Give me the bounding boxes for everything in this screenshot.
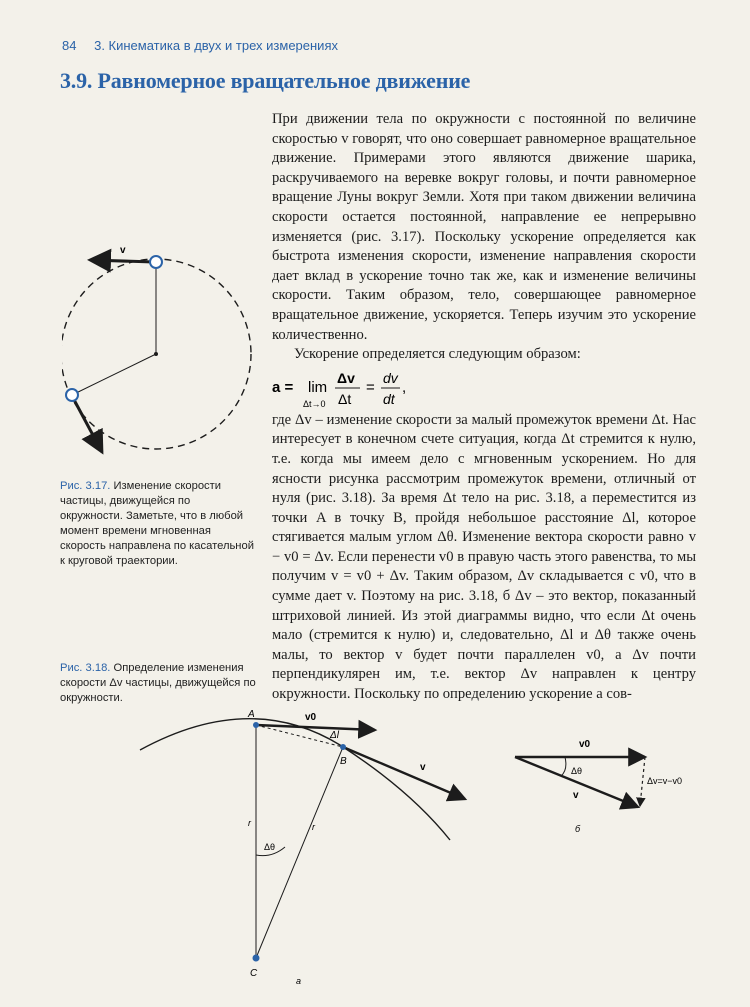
formula-lim-sub: Δt→0 (303, 398, 326, 409)
label-dl: Δl (330, 730, 339, 741)
figure-3-17 (62, 240, 262, 460)
caption-3-17-label: Рис. 3.17. (60, 480, 111, 492)
paragraph-3: где Δv – изменение скорости за малый промежуток времени Δt. Нас интересует в конечном счете ситуация, когда Δt стремится к нулю, т.е. когда мы имеем дело с мгновенным ускорением. Но для ясности рисунка рассмотрим промежуток времени, отличный от нуля (рис. 3.18). За время Δt тело на рис. 3.18, а переместится из точки A в точку B, пройдя небольшое расстояние Δl, которое стягивается малым углом Δθ. Изменение вектора скорости равно v − v0 = Δv. Если перенести v0 в правую часть этого равенства, то мы получим v = v0 + Δv. Таким образом, Δv складывается с v0, что в сумме дает v. Поэтому на рис. 3.18, б Δv – это вектор, показанный штриховой линией. Из этой диаграммы видно, что если Δt очень мало (стремится к нулю) и, следовательно, Δl и Δθ также очень малы, то вектор v будет почти параллелен v0, а Δv почти перпендикулярен им, т.е. вектор Δv направлен к центру окружности. Поскольку по определению ускорение a сов- (272, 411, 696, 703)
point-a (253, 722, 259, 728)
label-v0: v0 (305, 712, 317, 723)
running-header (62, 38, 338, 53)
velocity-arrow-bottom (72, 396, 102, 452)
label-b: B (340, 756, 347, 767)
formula-tail: , (402, 378, 407, 396)
chapter-title: 3. Кинематика в двух и трех измерениях (94, 38, 338, 53)
paragraph-1: При движении тела по окружности с постоянной по величине скоростью v говорят, что оно совершает равномерное вращательное движение. Примерами этого являются движение шарика, раскручиваемого на веревке вокруг головы, и почти равномерное вращение Луны вокруг Земли. Хотя при таком движении величина скорости остается постоянной, направление ее непрерывно изменяется (рис. 3.17). Поскольку ускорение определяется как быстрота изменения скорости, изменение направления скорости дает вклад в ускорение точно так же, как и изменение величины скорости. Таким образом, тело, совершающее равномерное вращательное движение, ускоряется. Теперь изучим это ускорение количественно. (272, 111, 696, 343)
formula-num1: Δv (337, 369, 355, 386)
formula-den1: Δt (338, 390, 352, 407)
formula-num2: dv (383, 369, 398, 386)
vector-dv (640, 757, 645, 806)
vector-v (343, 747, 465, 799)
radius-bc (256, 747, 343, 958)
label-dtheta-b: Δθ (571, 766, 583, 776)
label-a: A (248, 709, 255, 720)
acceleration-formula (272, 365, 696, 411)
section-title: 3.9. Равномерное вращательное движение (60, 68, 471, 93)
paragraph-2: Ускорение определяется следующим образом: (294, 346, 581, 363)
point-c (253, 955, 260, 962)
formula-lim: lim (308, 378, 328, 396)
main-text (272, 110, 696, 705)
label-r1: r (248, 818, 251, 828)
formula-den2: dt (383, 390, 395, 407)
label-v-b: v (573, 790, 579, 801)
label-v0-b: v0 (579, 739, 591, 750)
formula-eq: = (366, 378, 375, 396)
center-dot (154, 352, 158, 356)
caption-3-18-label: Рис. 3.18. (60, 662, 111, 674)
caption-3-18-text: Определение изменения скорости Δv частицы, движущейся по окружности. (60, 662, 256, 704)
radius-line-2 (72, 354, 156, 395)
particle-top (150, 256, 162, 268)
figure-3-18a (130, 700, 480, 1000)
particle-bottom (66, 389, 78, 401)
label-dtheta: Δθ (264, 842, 276, 852)
caption-3-17 (60, 479, 256, 569)
caption-3-17-text: Изменение скорости частицы, движущейся по окружности. Заметьте, что в любой момент времени мгновенная скорость направлена по касательной к круговой траектории. (60, 480, 254, 567)
formula-lhs: a = (272, 378, 294, 396)
label-c: C (250, 968, 258, 979)
label-r2: r (312, 822, 315, 832)
sublabel-b: б (575, 824, 581, 834)
page-number: 84 (62, 38, 77, 53)
label-v: v (120, 245, 126, 256)
velocity-arrow-top (90, 260, 154, 262)
formula-svg (272, 365, 696, 411)
arc-path (140, 719, 450, 840)
label-v: v (420, 762, 426, 773)
angle-arc-b (561, 757, 566, 776)
sublabel-a: а (296, 976, 302, 986)
point-b (340, 744, 346, 750)
figure-3-18b (505, 732, 715, 842)
label-dv: Δv=v−v0 (647, 776, 683, 786)
